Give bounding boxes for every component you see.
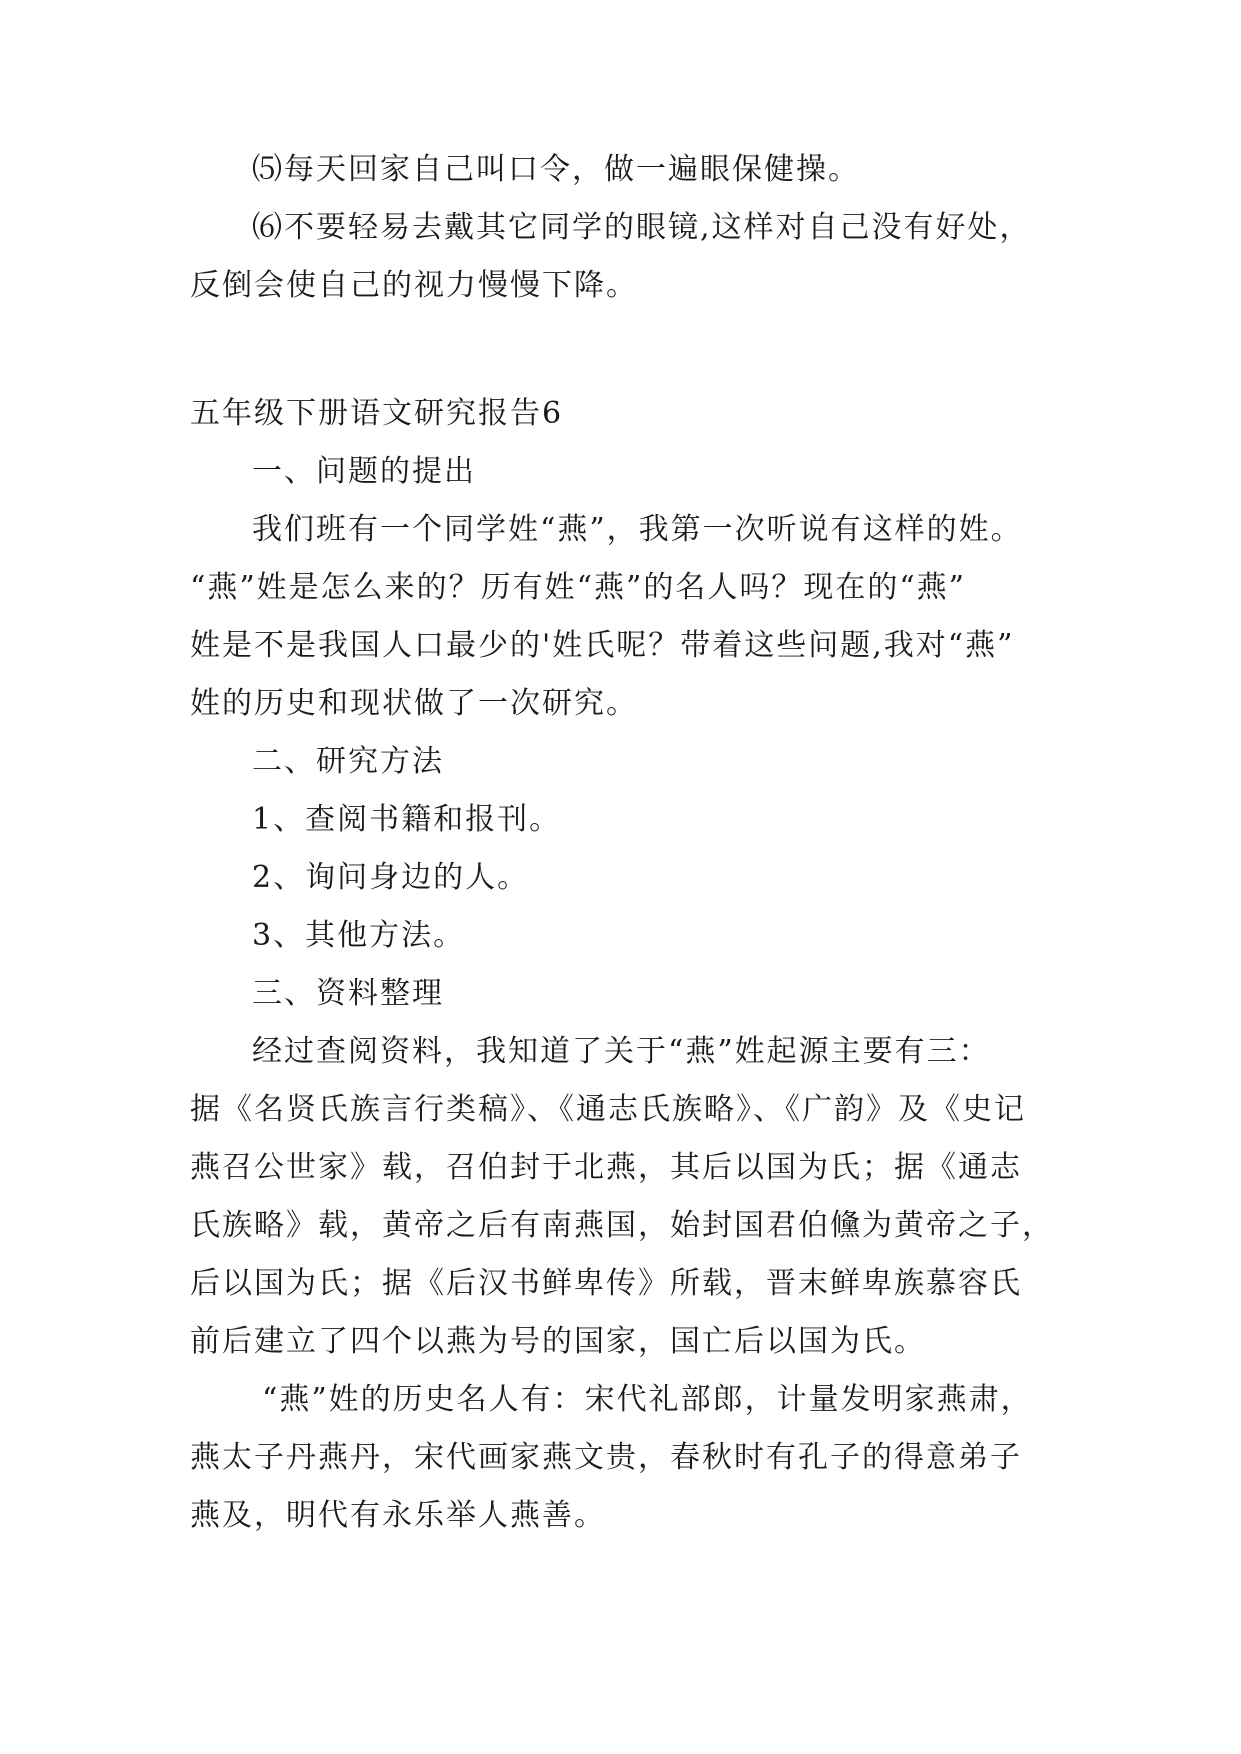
text-line: 据《名贤氏族言行类稿》、《通志氏族略》、《广韵》及《史记 bbox=[190, 1092, 1026, 1127]
section-title: 五年级下册语文研究报告6 bbox=[190, 396, 564, 431]
text-line: “燕”姓是怎么来的？历有姓“燕”的名人吗？现在的“燕” bbox=[190, 570, 967, 605]
text-line: 我们班有一个同学姓“燕”，我第一次听说有这样的姓。 bbox=[252, 512, 1023, 547]
text-line: 氏族略》载，黄帝之后有南燕国，始封国君伯儵为黄帝之子， bbox=[190, 1208, 1054, 1243]
text-line: 姓的历史和现状做了一次研究。 bbox=[190, 686, 638, 721]
text-line: “燕”姓的历史名人有：宋代礼部郎，计量发明家燕肃， bbox=[262, 1382, 1033, 1417]
list-item: 2、询问身边的人。 bbox=[252, 860, 530, 895]
text-line: ⑸每天回家自己叫口令，做一遍眼保健操。 bbox=[252, 152, 860, 187]
section-heading: 二、研究方法 bbox=[252, 744, 444, 779]
text-line: 燕召公世家》载，召伯封于北燕，其后以国为氏；据《通志 bbox=[190, 1150, 1022, 1185]
text-line: 经过查阅资料，我知道了关于“燕”姓起源主要有三： bbox=[252, 1034, 991, 1069]
text-line: 前后建立了四个以燕为号的国家，国亡后以国为氏。 bbox=[190, 1324, 926, 1359]
text-line: 姓是不是我国人口最少的'姓氏呢？带着这些问题,我对“燕” bbox=[190, 628, 1015, 663]
text-line: 燕太子丹燕丹，宋代画家燕文贵，春秋时有孔子的得意弟子 bbox=[190, 1440, 1022, 1475]
list-item: 3、其他方法。 bbox=[252, 918, 466, 953]
text-line: ⑹不要轻易去戴其它同学的眼镜,这样对自己没有好处， bbox=[252, 210, 1032, 245]
section-heading: 一、问题的提出 bbox=[252, 454, 476, 489]
section-heading: 三、资料整理 bbox=[252, 976, 444, 1011]
list-item: 1、查阅书籍和报刊。 bbox=[252, 802, 562, 837]
text-line: 燕及，明代有永乐举人燕善。 bbox=[190, 1498, 606, 1533]
text-line: 反倒会使自己的视力慢慢下降。 bbox=[190, 268, 638, 303]
text-line: 后以国为氏；据《后汉书鲜卑传》所载，晋末鲜卑族慕容氏 bbox=[190, 1266, 1022, 1301]
